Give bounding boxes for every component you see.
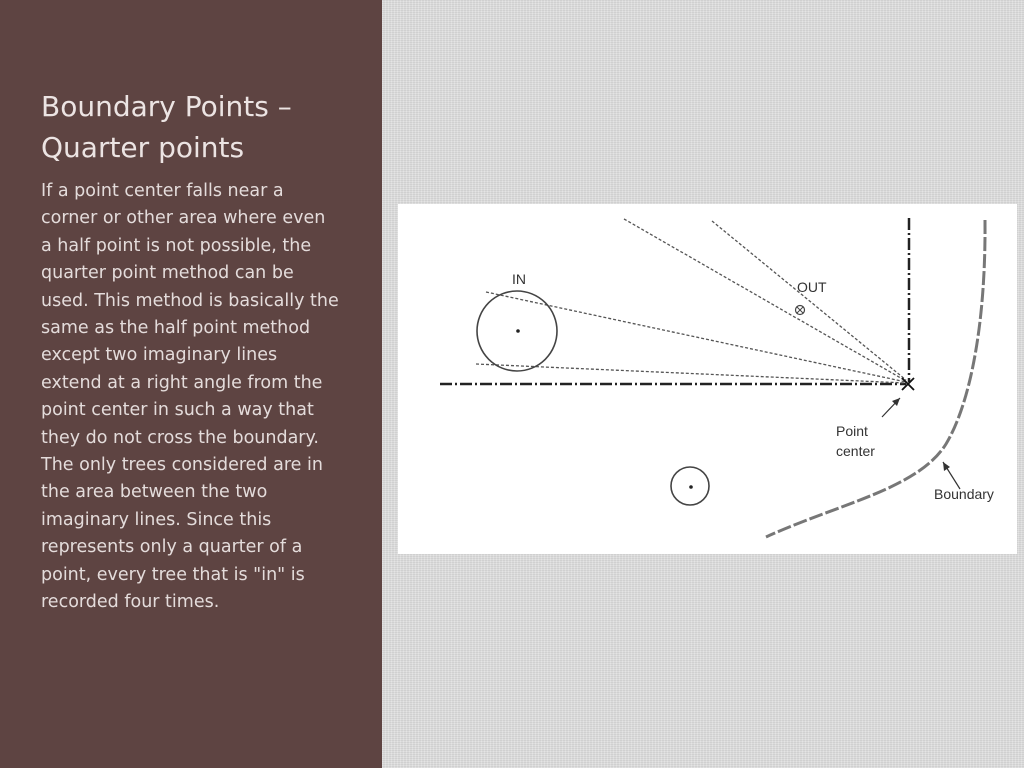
sight-line-out-1 <box>624 219 906 381</box>
sight-line-in-top <box>486 292 906 382</box>
quarter-point-diagram <box>398 204 1017 554</box>
label-out: OUT <box>797 279 827 295</box>
label-point-center-line1: Point <box>836 423 868 439</box>
text-panel <box>0 0 382 768</box>
sight-line-out-2 <box>712 221 906 380</box>
sight-line-in-bottom <box>476 364 906 383</box>
out-tree <box>796 306 805 315</box>
label-boundary: Boundary <box>934 486 994 502</box>
label-point-center-line2: center <box>836 443 875 459</box>
point-center-arrow <box>882 398 900 417</box>
small-tree <box>671 467 709 505</box>
diagram-svg <box>398 204 1017 554</box>
label-in: IN <box>512 271 526 287</box>
boundary-arrow <box>943 462 960 489</box>
in-tree <box>477 291 557 371</box>
slide-body-text: If a point center falls near a corner or other area where even a half point is not possible, the quarter point method can be used. This method is basically the same as the half point method except two imaginary lines extend at a right angle from the point center in such a way that they do not cross the boundary. The only trees considered are in the area between the two imaginary lines. Since this represents only a quarter of a point, every tree that is "in" is recorded four times. <box>41 181 339 613</box>
slide-title: Boundary Points – Quarter points <box>41 90 292 164</box>
